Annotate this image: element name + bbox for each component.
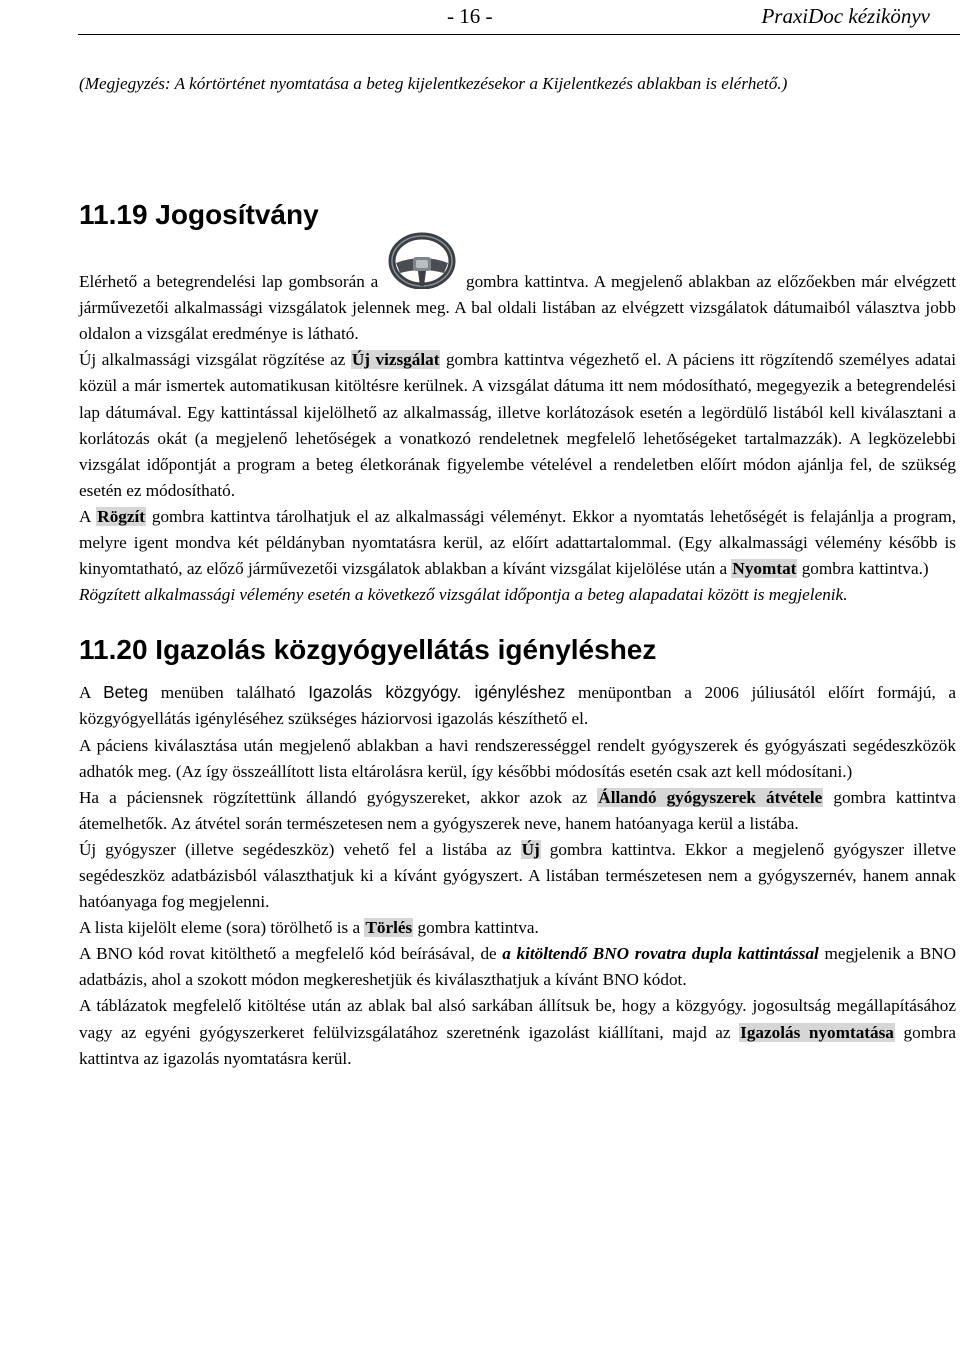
take-over-button-ref: Állandó gyógyszerek átvétele: [598, 787, 823, 807]
text-run: A táblázatok megfelelő kitöltése után az ablak bal alsó sarkában állítsuk be, hogy a közgyógy. jogosultság megállapításához vagy az egyéni gyógyszerkeret felülvizsgálatához szeretnénk igazolást kiállítani, majd az: [79, 996, 956, 1042]
menu-item-ref: Igazolás közgyógy. igényléshez: [308, 682, 566, 703]
text-run: Ha a páciensnek rögzítettünk állandó gyógyszereket, akkor azok az: [79, 787, 588, 807]
text-run: gombra kattintva végezhető el. A páciens itt rögzítendő személyes adatai közül a már ismertek automatikusan kitöltésre kerülnek. A vizsgálat dátuma itt nem módosítható, megegyezik a betegrendelési lap dátumával. Egy kattintással kijelölhető az alkalmasság, illetve korlátozások esetén a legördülő listából kell kiválasztani a korlátozás okát (a megjelenő lehetőségek a vonatkozó rendeletnek megfelelő lehetőségeket tartalmazzák). A legközelebbi vizsgálat időpontját a program a beteg életkorának figyelembe vételével a rendeletben előírt módon ajánlja fel, de szükség esetén ez módosítható.: [79, 350, 956, 500]
text-run: Új gyógyszer (illetve segédeszköz) vehető fel a listába az: [79, 839, 512, 859]
paragraph: [79, 269, 956, 347]
save-button-ref: Rögzít: [97, 506, 146, 526]
text-run: A: [79, 506, 91, 526]
paragraph: [79, 837, 956, 915]
page-header: [0, 0, 960, 36]
print-certificate-button-ref: Igazolás nyomtatása: [740, 1022, 894, 1042]
note-paragraph: (Megjegyzés: A kórtörténet nyomtatása a beteg kijelentkezésekor a Kijelentkezés ablakban is elérhető.): [79, 74, 788, 93]
text-run: gombra kattintva.): [801, 559, 929, 579]
italic-paragraph: Rögzített alkalmassági vélemény esetén a következő vizsgálat időpontja a beteg alapadatai között is megjelenik.: [79, 585, 848, 605]
paragraph: [79, 347, 956, 504]
text-run: gombra kattintva tárolhatjuk el az alkalmassági véleményt. Ekkor a nyomtatás lehetőségét is felajánlja a program, melyre igent mondva két példányban nyomtatásra kerül, az előírt adattartalommal. (Egy alkalmassági vélemény később is kinyomtatható, az előző járművezetői vizsgálatok ablakban a kívánt vizsgálat kijelölése után a: [79, 506, 956, 579]
text-run: gombra kattintva.: [417, 918, 539, 938]
new-button-ref: Új: [521, 839, 540, 859]
page-number: - 16 -: [447, 4, 493, 28]
print-button-ref: Nyomtat: [732, 559, 797, 579]
text-run: Elérhető a betegrendelési lap gombsorán a: [79, 272, 379, 292]
text-run: menüpontban a 2006 júliusától előírt formájú, a közgyógyellátás igényléséhez szükséges háziorvosi igazolás készíthető el.: [79, 683, 957, 729]
running-title: PraxiDoc kézikönyv: [761, 4, 930, 28]
text-run: gombra kattintva átemelhetők. Az átvétel során természetesen nem a gyógyszerek neve, hanem hatóanyaga kerül a listába.: [79, 787, 957, 833]
emphasis-text: a kitöltendő BNO rovatra dupla kattintással: [502, 944, 819, 964]
text-run: gombra kattintva. A megjelenő ablakban az előzőekben már elvégzett járművezetői alkalmassági vizsgálatok jelennek meg. A bal oldali listában az elvégzett vizsgálatok dátumaiból választva jobb oldalon a vizsgálat eredménye is látható.: [79, 272, 957, 344]
paragraph: [79, 941, 956, 993]
paragraph: A páciens kiválasztása után megjelenő ablakban a havi rendszerességgel rendelt gyógyszerek és gyógyászati segédeszközök adhatók meg. (Az így összeállított lista eltárolásra kerül, így későbbi módosítás esetén csak azt kell módosítani.): [79, 735, 956, 781]
paragraph: [79, 504, 956, 582]
text-run: A BNO kód rovat kitölthető a megfelelő kód beírásával, de: [79, 944, 497, 964]
text-run: gombra kattintva az igazolás nyomtatásra kerül.: [79, 1022, 957, 1068]
paragraph: [79, 679, 956, 732]
text-run: A lista kijelölt eleme (sora) törölhető is a: [79, 918, 361, 938]
text-run: gombra kattintva. Ekkor a megjelenő gyógyszer illetve segédeszköz adatbázisból választhatjuk ki a kívánt gyógyszert. A listában természetesen nem a gyógyszernév, hanem annak hatóanyaga fog megjelenni.: [79, 839, 957, 912]
text-run: menüben található: [160, 683, 296, 703]
text-run: Új alkalmassági vizsgálat rögzítése az: [79, 350, 346, 370]
section-heading-kozgyogy: 11.20 Igazolás közgyógyellátás igényléshez: [79, 634, 657, 666]
text-run: A: [79, 683, 91, 703]
paragraph: [79, 785, 956, 837]
steering-wheel-icon: [388, 231, 456, 289]
delete-button-ref: Törlés: [365, 918, 413, 938]
header-rule: [78, 34, 960, 35]
document-body: [79, 71, 956, 1072]
text-run: megjelenik a BNO adatbázis, ahol a szokott módon megkereshetjük és kiválaszthatjuk a kívánt BNO kódot.: [79, 944, 956, 990]
section-heading-jogositvany: 11.19 Jogosítvány: [79, 199, 319, 231]
paragraph: [79, 993, 956, 1071]
menu-name-ref: Beteg: [103, 682, 149, 703]
new-exam-button-ref: Új vizsgálat: [351, 350, 440, 370]
paragraph: [79, 915, 956, 941]
